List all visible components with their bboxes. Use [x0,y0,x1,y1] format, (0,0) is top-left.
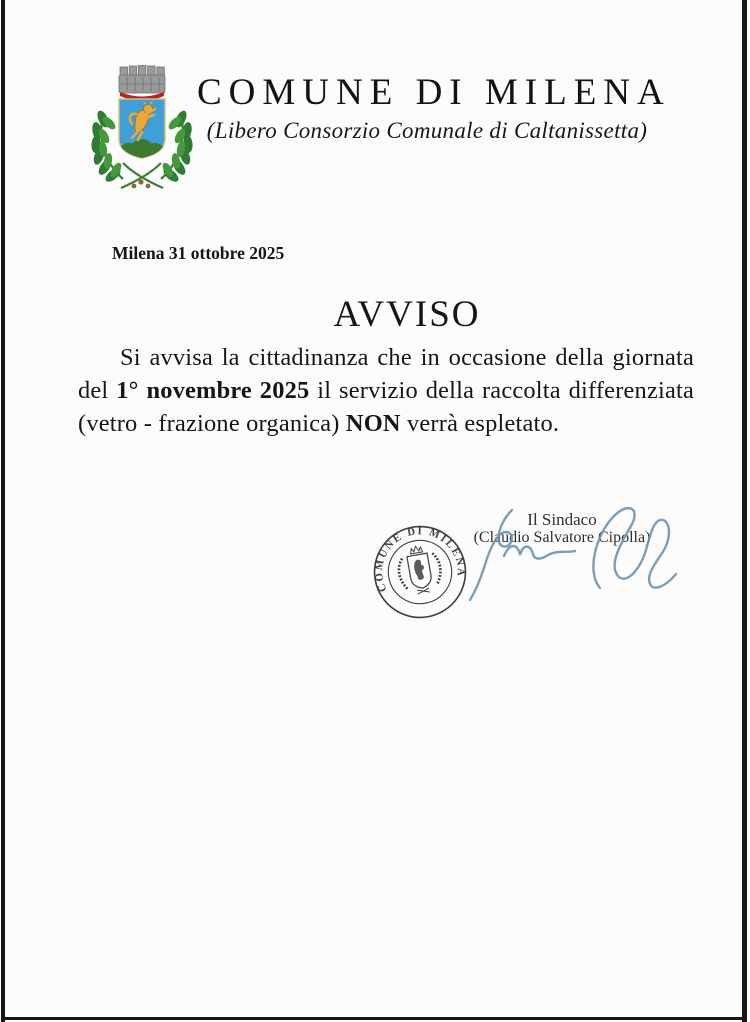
page-edge-bottom [2,1017,747,1020]
signatory-role: Il Sindaco [527,510,597,529]
signature-ink-icon [460,492,700,612]
stamp-text: COMUNE DI MILENA [372,525,467,594]
signatory-name: (Claudio Salvatore Cipolla) [473,529,651,546]
crown [119,66,165,102]
notice-body: Si avvisa la cittadinanza che in occasione della giornata del 1° novembre 2025 il servizio della raccolta differenziata (vetro - frazione organica) NON verrà espletato. [78,344,694,437]
letterhead [0,0,750,210]
municipality-subtitle: (Libero Consorzio Comunale di Caltanissetta) [206,117,648,143]
municipal-coat-of-arms-icon [83,61,201,194]
notice-title: AVVISO [333,294,481,335]
title-block [190,72,671,144]
shield [118,99,166,165]
round-stamp-icon [372,524,468,620]
municipality-title: COMUNE DI MILENA [197,72,671,113]
signature-area [360,490,720,640]
date-line: Milena 31 ottobre 2025 [112,243,285,263]
